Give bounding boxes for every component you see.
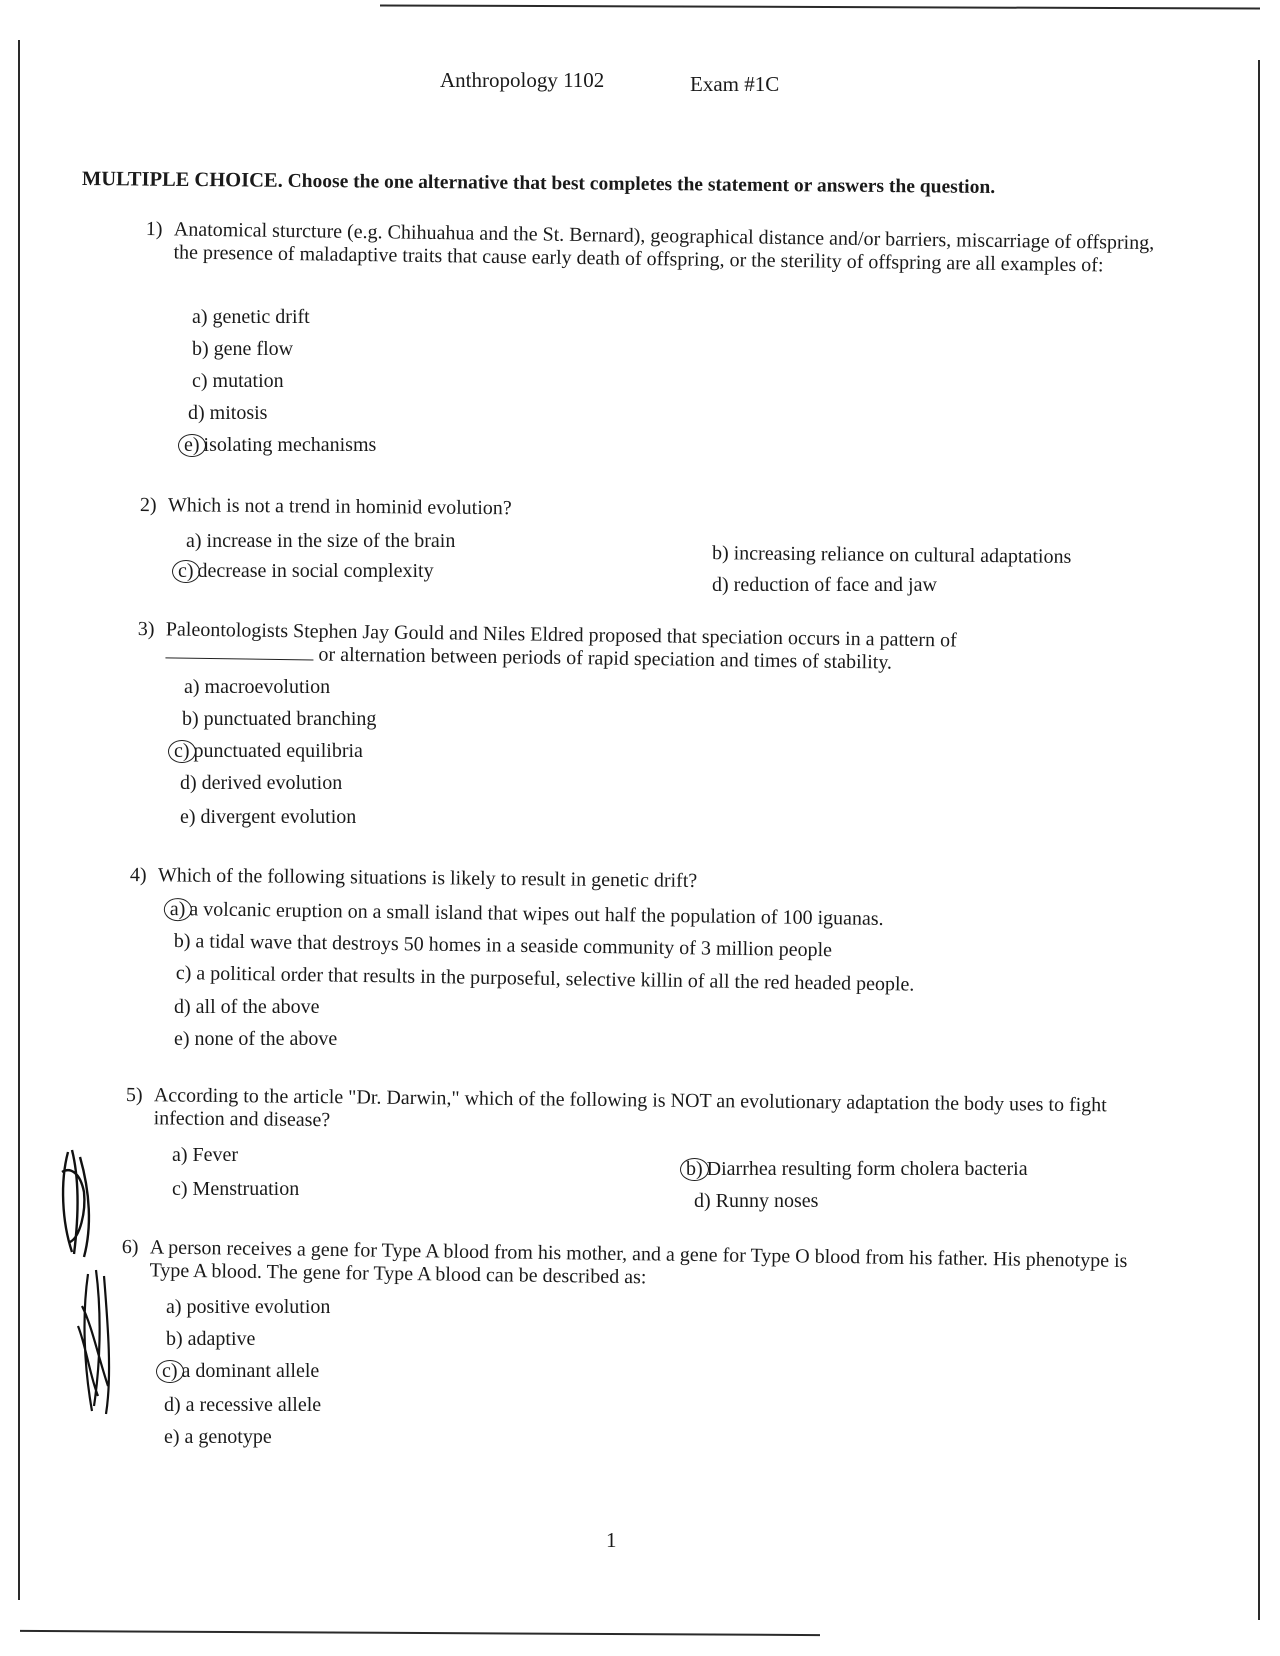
question-stem: According to the article "Dr. Darwin," which of the following is NOT an evolutionary adaptation the body uses to fight infection and disease? xyxy=(153,1084,1107,1132)
option-text: reduction of face and jaw xyxy=(733,574,937,596)
answer-circle: b) xyxy=(680,1158,709,1181)
option-1e-selected xyxy=(186,434,376,457)
option-3a xyxy=(184,676,330,699)
option-text: genetic drift xyxy=(212,306,310,328)
option-letter: c) xyxy=(172,1178,188,1200)
option-4b xyxy=(174,930,832,962)
question-stem: A person receives a gene for Type A blood from his mother, and a gene for Type O blood from his father. His phenotype is Type A blood. The gene for Type A blood can be described as: xyxy=(149,1236,1128,1289)
option-text: increase in the size of the brain xyxy=(206,530,456,552)
answer-circle: c) xyxy=(156,1360,184,1383)
course-title: Anthropology 1102 xyxy=(440,68,605,92)
option-letter: d) xyxy=(164,1394,181,1416)
question-number: 5) xyxy=(125,1084,143,1107)
option-text: a genotype xyxy=(184,1426,272,1448)
option-2b xyxy=(712,542,1072,569)
option-text: mutation xyxy=(212,370,284,392)
option-letter: b) xyxy=(192,338,209,360)
option-4d xyxy=(174,996,320,1019)
option-text: Fever xyxy=(192,1144,239,1166)
option-letter: a) xyxy=(184,676,200,698)
option-4e xyxy=(174,1028,337,1051)
option-text: punctuated equilibria xyxy=(193,740,363,762)
option-letter: a) xyxy=(166,1296,182,1318)
option-3e xyxy=(180,806,356,829)
option-text: isolating mechanisms xyxy=(203,434,377,456)
scan-bottom-edge xyxy=(20,1630,820,1636)
option-5d xyxy=(694,1190,818,1213)
question-3 xyxy=(137,618,1138,678)
question-number: 2) xyxy=(139,494,157,517)
option-3c-selected xyxy=(176,740,363,763)
option-5b-selected xyxy=(688,1158,1028,1181)
option-3b xyxy=(182,708,376,731)
fill-in-blank xyxy=(165,644,313,661)
option-letter: b) xyxy=(711,542,729,565)
page-number: 1 xyxy=(606,1528,617,1552)
question-6 xyxy=(121,1236,1152,1297)
option-letter: a) xyxy=(186,530,202,552)
scan-top-edge xyxy=(380,4,1260,9)
option-letter: b) xyxy=(173,930,191,953)
option-text: a dominant allele xyxy=(181,1360,320,1382)
option-5a xyxy=(172,1144,238,1167)
instructions-text: Choose the one alternative that best completes the statement or answers the question. xyxy=(287,170,996,198)
option-text: adaptive xyxy=(187,1328,256,1350)
answer-circle: a) xyxy=(164,898,192,921)
option-letter: d) xyxy=(712,574,729,596)
question-number: 6) xyxy=(121,1236,139,1259)
question-number: 4) xyxy=(129,864,147,887)
option-text: increasing reliance on cultural adaptations xyxy=(733,542,1072,568)
option-3d xyxy=(180,772,342,795)
handwritten-mark-q6 xyxy=(68,1266,128,1416)
option-letter: d) xyxy=(188,402,205,424)
option-text: Runny noses xyxy=(715,1190,819,1212)
option-letter: d) xyxy=(174,996,191,1018)
option-4a-selected xyxy=(169,897,884,931)
option-text: positive evolution xyxy=(186,1296,331,1318)
option-6b xyxy=(166,1328,255,1351)
option-1d xyxy=(188,402,267,425)
option-6d xyxy=(164,1394,321,1417)
option-text: a political order that results in the purposeful, selective killin of all the red headed people. xyxy=(196,962,915,996)
question-stem: Anatomical sturcture (e.g. Chihuahua and the St. Bernard), geographical distance and/or barriers, miscarriage of offspring, the presence of maladaptive traits that cause early death of offspring, or the sterility of offspring are all examples of: xyxy=(173,218,1155,277)
option-6e xyxy=(164,1426,272,1449)
option-letter: b) xyxy=(182,708,199,730)
option-letter: a) xyxy=(192,306,208,328)
option-text: Menstruation xyxy=(192,1178,300,1200)
option-text: mitosis xyxy=(209,402,268,424)
instructions xyxy=(82,168,995,199)
option-text: macroevolution xyxy=(204,676,331,698)
option-1a xyxy=(192,306,310,329)
question-number: 1) xyxy=(145,218,163,241)
option-text: decrease in social complexity xyxy=(197,560,434,582)
option-letter: e) xyxy=(164,1426,180,1448)
question-1 xyxy=(145,218,1176,279)
option-text: a volcanic eruption on a small island that wipes out half the population of 100 iguanas. xyxy=(189,898,884,930)
answer-circle: c) xyxy=(172,560,200,583)
option-letter: a) xyxy=(172,1144,188,1166)
option-letter: c) xyxy=(192,370,208,392)
answer-circle: e) xyxy=(178,434,206,457)
option-text: a recessive allele xyxy=(185,1394,322,1416)
option-5c xyxy=(172,1178,299,1201)
option-text: a tidal wave that destroys 50 homes in a seaside community of 3 million people xyxy=(195,930,833,962)
option-text: punctuated branching xyxy=(203,708,377,730)
question-stem: Which of the following situations is likely to result in genetic drift? xyxy=(157,864,698,892)
option-letter: d) xyxy=(180,772,197,794)
option-1c xyxy=(192,370,284,393)
option-2a xyxy=(186,530,455,553)
exam-title: Exam #1C xyxy=(690,72,780,96)
option-1b xyxy=(192,338,293,361)
option-letter: d) xyxy=(694,1190,711,1212)
handwritten-mark-q5 xyxy=(50,1142,110,1262)
option-4c xyxy=(176,962,915,997)
option-text: divergent evolution xyxy=(200,806,357,828)
option-6c-selected xyxy=(164,1360,319,1383)
question-2 xyxy=(140,494,1040,525)
option-text: none of the above xyxy=(194,1028,338,1050)
instructions-lead: MULTIPLE CHOICE. xyxy=(81,168,283,192)
question-stem: Which is not a trend in hominid evolution? xyxy=(167,494,512,520)
option-text: Diarrhea resulting form cholera bacteria xyxy=(706,1158,1028,1180)
option-2c-selected xyxy=(180,560,434,583)
question-5 xyxy=(126,1084,1156,1141)
option-2d xyxy=(712,574,937,597)
option-letter: b) xyxy=(166,1328,183,1350)
question-4 xyxy=(130,864,1030,897)
answer-circle: c) xyxy=(168,740,196,763)
option-letter: c) xyxy=(175,962,192,985)
option-letter: e) xyxy=(174,1028,190,1050)
scan-left-edge xyxy=(18,40,20,1600)
option-text: gene flow xyxy=(213,338,294,360)
option-letter: e) xyxy=(180,806,196,828)
question-number: 3) xyxy=(137,618,155,641)
scan-right-edge xyxy=(1258,60,1260,1620)
question-stem-part1: Paleontologists Stephen Jay Gould and Niles Eldred proposed that speciation occurs in a pattern of xyxy=(165,618,957,652)
option-text: all of the above xyxy=(195,996,320,1018)
option-text: derived evolution xyxy=(201,772,343,794)
question-stem-part2: or alternation between periods of rapid speciation and times of stability. xyxy=(318,643,893,674)
option-6a xyxy=(166,1296,330,1319)
